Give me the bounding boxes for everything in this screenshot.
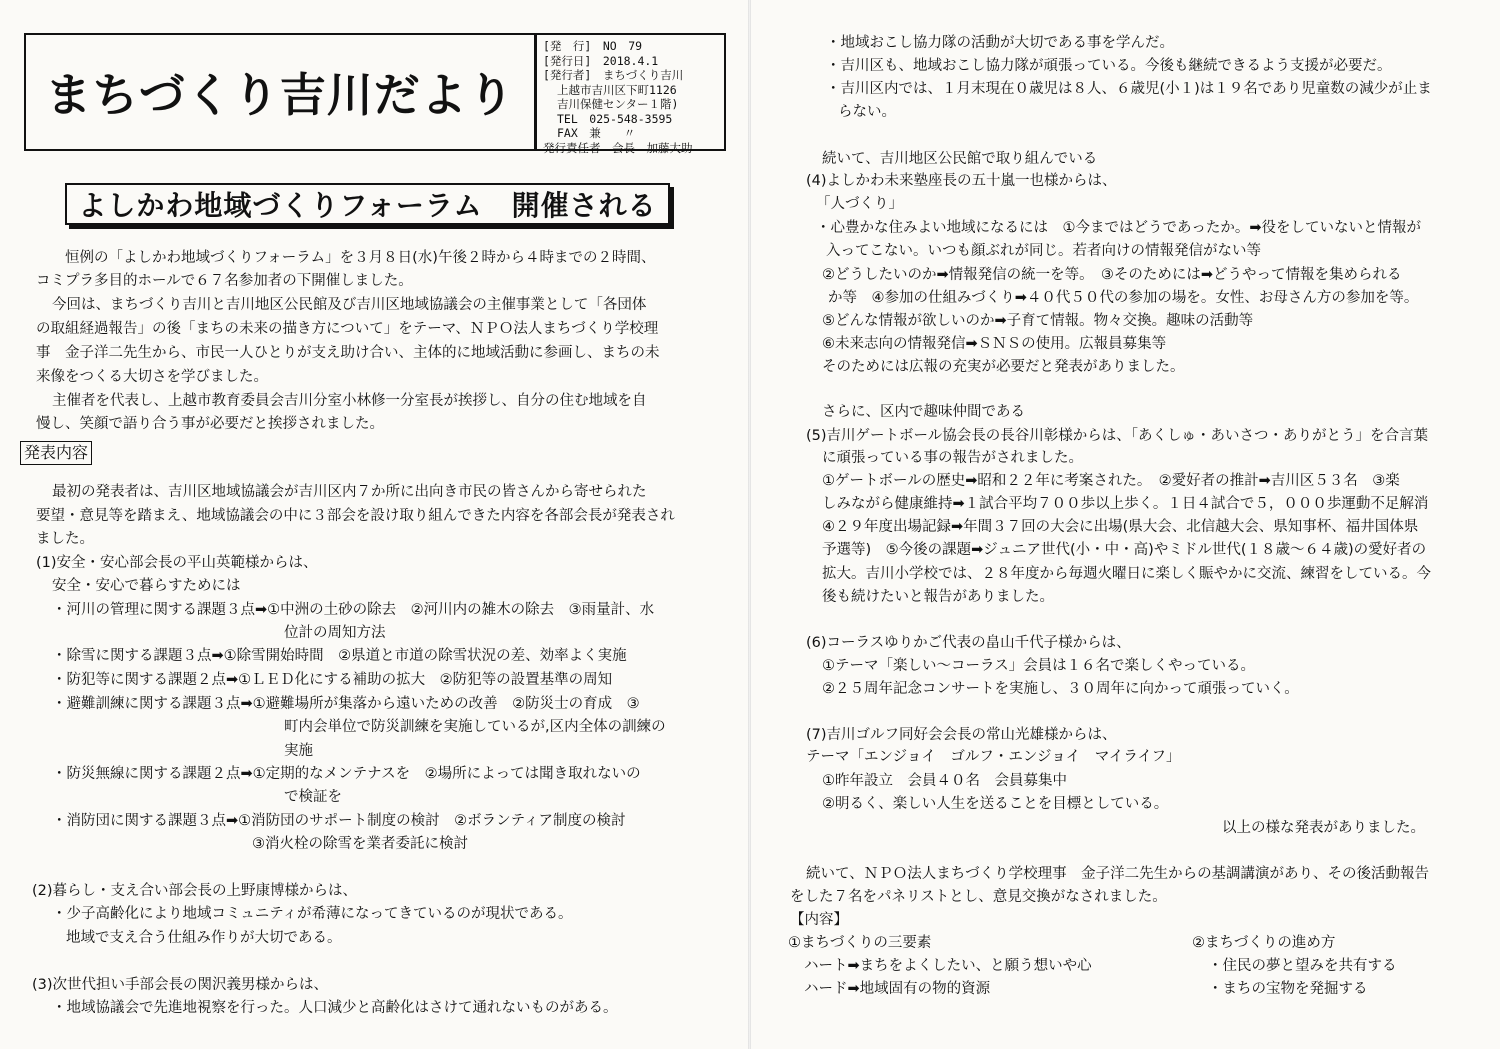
body-line: で検証を <box>284 789 342 805</box>
intro-line: 主催者を代表し、上越市教育委員会吉川分室小林修一分室長が挨拶し、自分の住む地域を自 <box>52 393 647 409</box>
responsible-person: 発行責任者 会長 加藤大助 <box>543 140 693 155</box>
newsletter-title: まちづくり吉川だより <box>45 68 515 122</box>
intro-line: 慢し、笑顔で語り合う事が必要だと挨拶されました。 <box>36 416 384 432</box>
issue-number: [発 行] NO 79 <box>543 39 643 53</box>
body-line: をした７名をパネリストとし、意見交換がなされました。 <box>790 889 1167 905</box>
body-line: ました。 <box>36 531 94 547</box>
body-line: 予選等) ⑤今後の課題➡ジュニア世代(小・中・高)やミドル世代(１８歳～６４歳)の愛好者の <box>822 542 1427 558</box>
fax: FAX 兼 〃 <box>557 126 636 140</box>
body-line: ハード➡地域固有の物的資源 <box>804 981 991 997</box>
body-line: (1)安全・安心部会長の平山英範様からは、 <box>36 555 318 571</box>
publication-info <box>536 33 726 155</box>
intro-line: 事 金子洋二先生から、市民一人ひとりが支え助け合い、主体的に地域活動に参画し、まちの未 <box>36 345 660 361</box>
body-line: ・吉川区も、地域おこし協力隊が頑張っている。今後も継続できるよう支援が必要だ。 <box>826 58 1392 74</box>
body-line: ⑤どんな情報が欲しいのか➡子育て情報。物々交換。趣味の活動等 <box>822 313 1254 329</box>
body-line: テーマ「エンジョイ ゴルフ・エンジョイ マイライフ」 <box>806 749 1181 765</box>
body-line: 「人づくり」 <box>816 196 903 212</box>
body-line: ②２５周年記念コンサートを実施し、３０周年に向かって頑張っていく。 <box>822 681 1299 697</box>
intro-line: 恒例の「よしかわ地域づくりフォーラム」を３月８日(水)午後２時から４時までの２時間、 <box>65 250 656 266</box>
body-line: ・避難訓練に関する課題３点➡①避難場所が集落から遠いための改善 ②防災士の育成 ③ <box>52 696 640 712</box>
body-line: ・地域協議会で先進地視察を行った。人口減少と高齢化はさけて通れないものがある。 <box>52 1000 618 1016</box>
masthead <box>24 33 536 151</box>
body-line: ④２９年度出場記録➡年間３７回の大会に出場(県大会、北信越大会、県知事杯、福井国体県 <box>822 519 1419 535</box>
body-line: ・住民の夢と望みを共有する <box>1208 958 1397 974</box>
body-line: 安全・安心で暮らすためには <box>52 578 241 594</box>
body-line: (7)吉川ゴルフ同好会会長の常山光雄様からは、 <box>806 727 1117 743</box>
body-line: ・河川の管理に関する課題３点➡①中洲の土砂の除去 ②河川内の雑木の除去 ③雨量計、水 <box>52 602 655 618</box>
body-line: (5)吉川ゲートボール協会長の長谷川彰様からは、「あくしゅ・あいさつ・ありがとう」を合言葉 <box>806 428 1428 444</box>
body-line: 以上の様な発表がありました。 <box>1222 820 1425 836</box>
body-line: ③消火栓の除雪を業者委託に検討 <box>252 836 468 852</box>
body-line: ・地域おこし協力隊の活動が大切である事を学んだ。 <box>826 35 1174 51</box>
body-line: ②明るく、楽しい人生を送ることを目標としている。 <box>822 796 1169 812</box>
body-line: 後も続けたいと報告がありました。 <box>822 589 1054 605</box>
body-line: らない。 <box>838 104 896 120</box>
article-headline: よしかわ地域づくりフォーラム 開催される <box>65 183 670 225</box>
body-line: 位計の周知方法 <box>284 625 386 641</box>
body-line: ①昨年設立 会員４０名 会員募集中 <box>822 773 1067 789</box>
section-label: 発表内容 <box>20 441 92 465</box>
body-line: 続いて、ＮＰＯ法人まちづくり学校理事 金子洋二先生からの基調講演があり、その後活動報告 <box>806 866 1430 882</box>
content-heading-2: ②まちづくりの進め方 <box>1192 935 1336 951</box>
body-line: ①ゲートボールの歴史➡昭和２２年に考案された。 ②愛好者の推計➡吉川区５３名 ③楽 <box>822 473 1400 489</box>
intro-line: コミプラ多目的ホールで６７名参加者の下開催しました。 <box>36 273 413 289</box>
intro-line: 今回は、まちづくり吉川と吉川地区公民館及び吉川区地域協議会の主催事業として「各団体 <box>52 297 647 313</box>
right-page <box>750 0 1500 1049</box>
body-line: 拡大。吉川小学校では、２８年度から毎週火曜日に楽しく賑やかに交流、練習をしている。今 <box>822 566 1431 582</box>
body-line: ・少子高齢化により地域コミュニティが希薄になってきているのが現状である。 <box>52 906 573 922</box>
intro-line: の取組経過報告」の後「まちの未来の描き方について」をテーマ、ＮＰＯ法人まちづくり学校理 <box>36 321 659 337</box>
content-heading-1: ①まちづくりの三要素 <box>788 935 932 951</box>
body-line: ②どうしたいのか➡情報発信の統一を等。 ③そのためには➡どうやって情報を集められる <box>822 267 1402 283</box>
body-line: ・消防団に関する課題３点➡①消防団のサポート制度の検討 ②ボランティア制度の検討 <box>52 813 626 829</box>
address-line-1: 上越市吉川区下町1126 <box>557 82 677 97</box>
body-line: か等 ④参加の仕組みづくり➡４０代５０代の参加の場を。女性、お母さん方の参加を等。 <box>828 290 1419 306</box>
body-line: ・心豊かな住みよい地域になるには ①今まではどうであったか。➡役をしていないと情報が <box>816 220 1421 236</box>
body-line: (6)コーラスゆりかご代表の畠山千代子様からは、 <box>806 635 1131 651</box>
intro-line: 来像をつくる大切さを学びました。 <box>36 369 268 385</box>
issue-date: [発行日] 2018.4.1 <box>543 53 659 68</box>
body-line: ・防災無線に関する課題２点➡①定期的なメンテナスを ②場所によっては聞き取れないの <box>52 766 641 782</box>
body-line: 実施 <box>284 743 313 759</box>
body-line: 最初の発表者は、吉川区地域協議会が吉川区内７か所に出向き市民の皆さんから寄せられた <box>52 484 647 500</box>
body-line: (3)次世代担い手部会長の関沢義男様からは、 <box>32 977 329 993</box>
body-line: ・除雪に関する課題３点➡①除雪開始時間 ②県道と市道の除雪状況の差、効率よく実施 <box>52 648 627 664</box>
telephone: TEL 025-548-3595 <box>557 111 673 126</box>
body-line: 【内容】 <box>790 912 848 928</box>
body-line: 入ってこない。いつも顔ぶれが同じ。若者向けの情報発信がない等 <box>826 243 1261 259</box>
body-line: 町内会単位で防災訓練を実施しているが,区内全体の訓練の <box>284 719 666 735</box>
body-line: 要望・意見等を踏まえ、地域協議会の中に３部会を設け取り組んできた内容を各部会長が発表され <box>36 508 675 524</box>
body-line: 地域で支え合う仕組み作りが大切である。 <box>66 930 342 946</box>
body-line: ・吉川区内では、１月末現在０歳児は８人、６歳児(小１)は１９名であり児童数の減少が止ま <box>826 81 1432 97</box>
body-line: (2)暮らし・支え合い部会長の上野康博様からは、 <box>32 883 358 899</box>
body-line: さらに、区内で趣味仲間である <box>822 404 1025 420</box>
body-line: しみながら健康維持➡１試合平均７００歩以上歩く。１日４試合で５，０００歩運動不足解消 <box>822 496 1429 512</box>
publisher: [発行者] まちづくり吉川 <box>543 68 684 82</box>
body-line: ・まちの宝物を発掘する <box>1208 981 1368 997</box>
body-line: (4)よしかわ未来塾座長の五十嵐一也様からは、 <box>806 173 1117 189</box>
body-line: ハート➡まちをよくしたい、と願う想いや心 <box>804 958 1092 974</box>
address-line-2: 吉川保健センター１階) <box>557 97 679 111</box>
body-line: ・防犯等に関する課題２点➡①ＬＥＤ化にする補助の拡大 ②防犯等の設置基準の周知 <box>52 672 613 688</box>
body-line: ①テーマ「楽しい～コーラス」会員は１６名で楽しくやっている。 <box>822 658 1256 674</box>
body-line: そのためには広報の充実が必要だと発表がありました。 <box>822 359 1185 375</box>
body-line: に頑張っている事の報告がされました。 <box>822 450 1083 466</box>
body-line: 続いて、吉川地区公民館で取り組んでいる <box>822 151 1098 167</box>
body-line: ⑥未来志向の情報発信➡ＳＮＳの使用。広報員募集等 <box>822 336 1167 352</box>
